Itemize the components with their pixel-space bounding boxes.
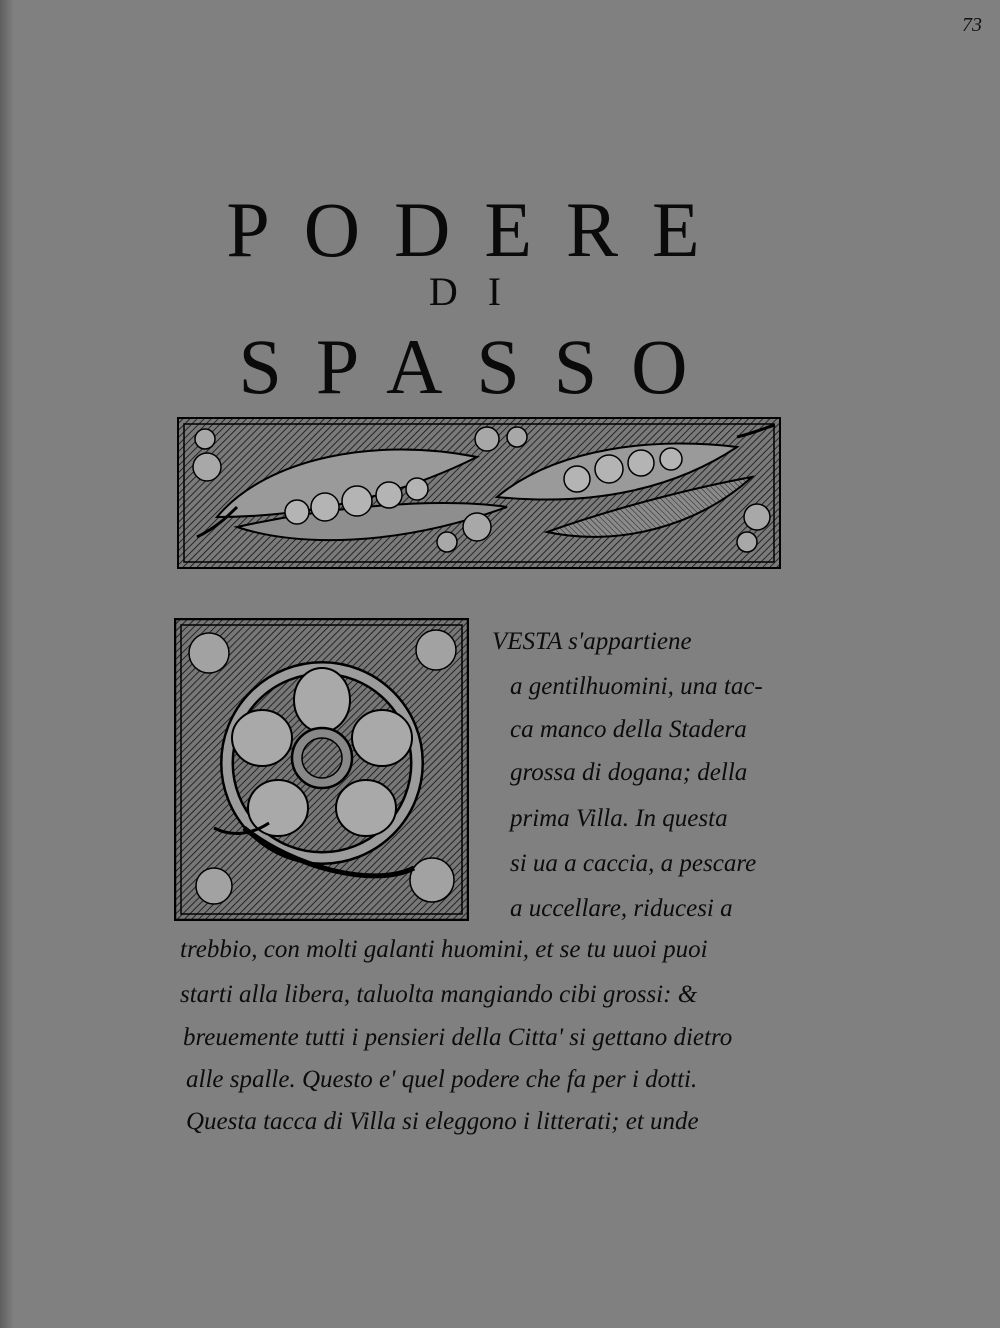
body-line: grossa di dogana; della <box>510 759 748 786</box>
body-line: si ua a caccia, a pescare <box>510 850 757 877</box>
body-line: ca manco della Stadera <box>510 716 747 743</box>
page-edge-shadow <box>0 0 14 1328</box>
body-line: trebbio, con molti galanti huomini, et se tu uuoi puoi <box>180 936 708 963</box>
decorated-initial-Q-icon <box>174 618 469 921</box>
body-line: alle spalle. Questo e' quel podere che fa per i dotti. <box>186 1066 698 1093</box>
pea-pod-frieze-icon <box>177 417 781 569</box>
body-line: a gentilhuomini, una tac- <box>510 673 763 700</box>
page-number: 73 <box>962 14 982 36</box>
body-line: starti alla libera, taluolta mangiando cibi grossi: & <box>180 981 698 1008</box>
body-line: prima Villa. In questa <box>510 805 728 832</box>
title-line-2: DI <box>428 269 532 314</box>
title-line-1: PODERE <box>226 186 734 273</box>
title-line-3: SPASSO <box>238 323 722 410</box>
body-line: Questa tacca di Villa si eleggono i litterati; et unde <box>186 1108 699 1135</box>
body-line: a uccellare, riducesi a <box>510 895 733 922</box>
body-line: VESTA s'appartiene <box>492 628 692 655</box>
body-line: breuemente tutti i pensieri della Citta' si gettano dietro <box>183 1024 733 1051</box>
